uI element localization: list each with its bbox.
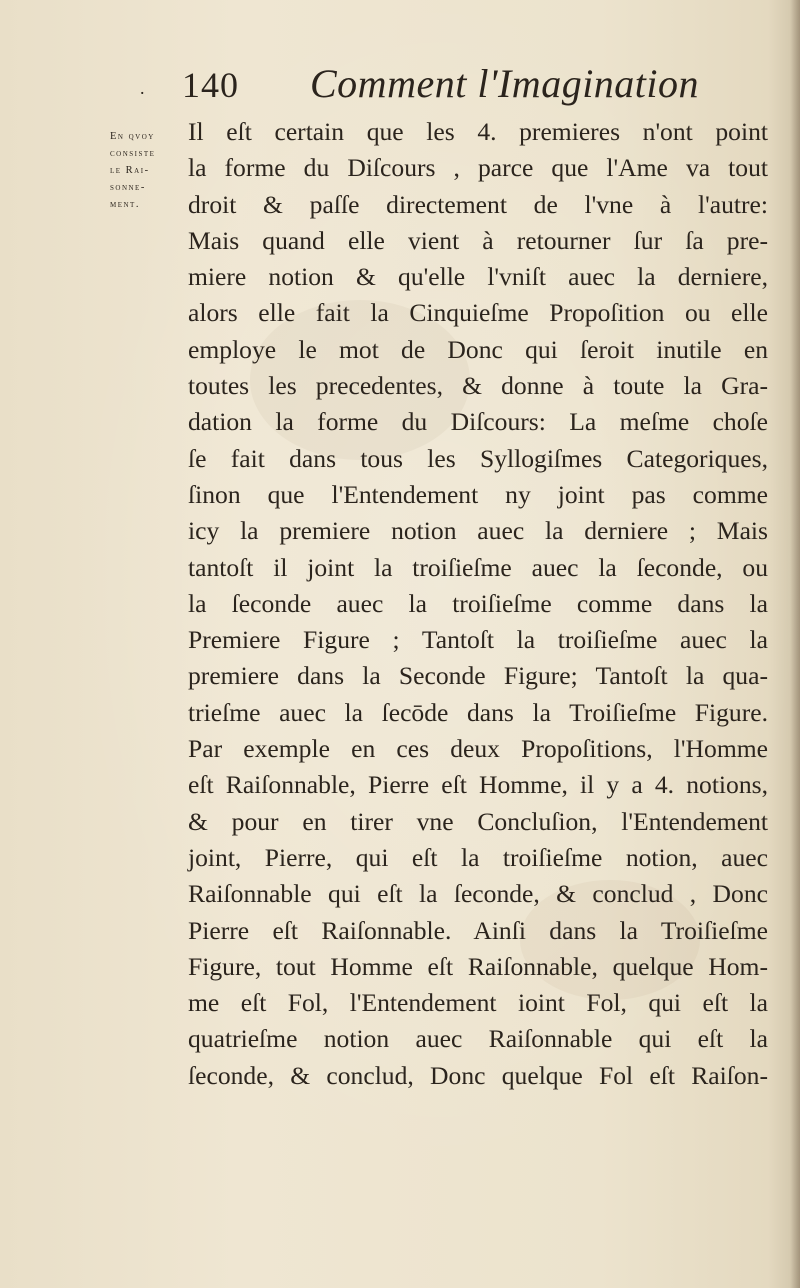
text-line: la ſeconde auec la troiſieſme comme dans la (188, 588, 768, 618)
text-line: Pierre eſt Raiſonnable. Ainſi dans la Troiſieſme (188, 915, 768, 945)
text-line: Raiſonnable qui eſt la ſeconde, & conclud , Donc (188, 879, 768, 909)
running-title: Comment l'Imagination (310, 61, 700, 106)
text-line: Il eſt certain que les 4. premieres n'ont point (188, 117, 768, 146)
page-edge-shadow (790, 0, 800, 1288)
margin-note-line: ment. (110, 199, 140, 210)
body-paragraph (188, 114, 768, 1094)
text-line: trieſme auec la ſecōde dans la Troiſieſme Figure. (188, 697, 768, 727)
text-line: eſt Raiſonnable, Pierre eſt Homme, il y a 4. notions, (188, 770, 768, 800)
text-line: alors elle fait la Cinquieſme Propoſition ou elle (188, 298, 768, 328)
text-line: me eſt Fol, l'Entendement ioint Fol, qui eſt la (188, 988, 768, 1018)
text-line: icy la premiere notion auec la derniere ; Mais (188, 516, 768, 546)
text-line: toutes les precedentes, & donne à toute la Gra- (188, 371, 768, 401)
text-line: ſe fait dans tous les Syllogiſmes Categoriques, (188, 443, 768, 473)
margin-note-line: consiste (110, 148, 156, 159)
page-header (140, 60, 760, 110)
text-line: ſeconde, & conclud, Donc quelque Fol eſt Raiſon- (188, 1060, 768, 1090)
text-line: droit & paſſe directement de l'vne à l'autre: (188, 189, 768, 219)
margin-note (110, 128, 180, 213)
text-line: tantoſt il joint la troiſieſme auec la ſeconde, ou (188, 552, 768, 582)
text-line: premiere dans la Seconde Figure; Tantoſt la qua- (188, 661, 768, 691)
text-line: dation la forme du Diſcours: La meſme choſe (188, 407, 768, 437)
text-line: Premiere Figure ; Tantoſt la troiſieſme auec la (188, 625, 768, 655)
text-line: quatrieſme notion auec Raiſonnable qui eſt la (188, 1024, 768, 1054)
text-line: Par exemple en ces deux Propoſitions, l'Homme (188, 734, 768, 764)
text-line: joint, Pierre, qui eſt la troiſieſme notion, auec (188, 842, 768, 872)
text-line: miere notion & qu'elle l'vniſt auec la derniere, (188, 262, 768, 292)
text-line: & pour en tirer vne Concluſion, l'Entendement (188, 806, 768, 836)
text-line: employe le mot de Donc qui ſeroit inutile en (188, 334, 768, 364)
margin-note-line: En qvoy (110, 131, 155, 142)
text-line: Mais quand elle vient à retourner ſur ſa pre- (188, 225, 768, 255)
margin-note-line: le Rai- (110, 165, 150, 176)
text-line: la forme du Diſcours , parce que l'Ame va tout (188, 153, 768, 183)
text-line: ſinon que l'Entendement ny joint pas comme (188, 479, 768, 509)
text-line: Figure, tout Homme eſt Raiſonnable, quelque Hom- (188, 951, 768, 981)
header-bullet: . (140, 78, 145, 98)
margin-note-line: sonne- (110, 182, 146, 193)
page-number: 140 (182, 65, 239, 105)
